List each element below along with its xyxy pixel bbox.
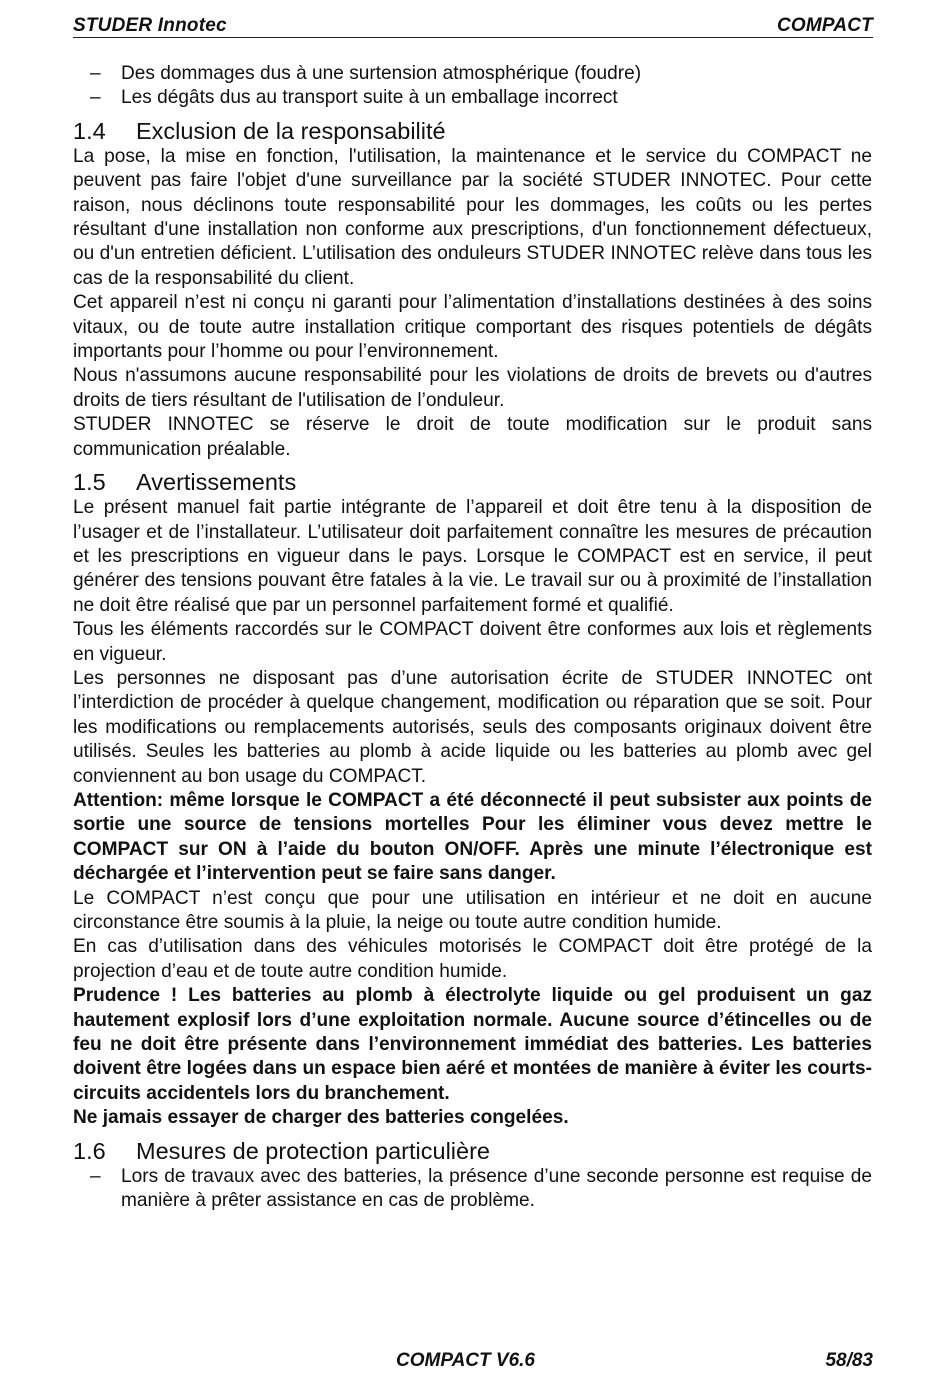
section-heading-1-5: 1.5 Avertissements xyxy=(73,469,297,496)
dash-bullet: – xyxy=(90,87,101,109)
footer-document: COMPACT V6.6 xyxy=(396,1350,536,1371)
page-header xyxy=(73,14,873,38)
list-item: – Lors de travaux avec des batteries, la présence d’une seconde personne est requise de manière à prêter assistance en cas de problème. xyxy=(90,1165,872,1212)
warning-paragraph: Ne jamais essayer de charger des batteries congelées. xyxy=(73,1107,569,1129)
paragraph: Le COMPACT n’est conçu que pour une utilisation en intérieur et ne doit en aucune circonstance être soumis à la pluie, la neige ou toute autre condition humide. xyxy=(73,887,872,933)
paragraph: Nous n'assumons aucune responsabilité pour les violations de droits de brevets ou d'autres droits de tiers résultant de l'utilisation de l’onduleur. xyxy=(73,365,872,411)
page-footer xyxy=(73,1350,873,1374)
section-heading-1-6: 1.6 Mesures de protection particulière xyxy=(73,1137,490,1164)
page-number: 58/83 xyxy=(825,1350,873,1371)
paragraph: En cas d’utilisation dans des véhicules motorisés le COMPACT doit être protégé de la projection d’eau et de toute autre condition humide. xyxy=(73,936,872,982)
warning-paragraph: Prudence ! Les batteries au plomb à électrolyte liquide ou gel produisent un gaz hautement explosif lors d’une exploitation normale. Aucune source d’étincelles ou de feu ne doit être présente dans l’environnement immédiat des batteries. Les batteries doivent être logées dans un espace bien aéré et montées de manière à éviter les courts-circuits accidentels lors du branchement. xyxy=(73,985,872,1104)
paragraph: La pose, la mise en fonction, l'utilisation, la maintenance et le service du COMPACT ne peuvent pas faire l'objet d'une surveillance par la société STUDER INNOTEC. Pour cette raison, nous déclinons toute responsabilité pour les dommages, les coûts ou les pertes résultant d'une installation non conforme aux prescriptions, d'un fonctionnement défectueux, ou d'un entretien déficient. L’utilisation des onduleurs STUDER INNOTEC relève dans tous les cas de la responsabilité du client. xyxy=(73,145,872,289)
intro-list xyxy=(73,62,872,111)
header-company: STUDER Innotec xyxy=(73,15,227,36)
paragraph: STUDER INNOTEC se réserve le droit de toute modification sur le produit sans communication préalable. xyxy=(73,414,872,460)
protection-list xyxy=(73,1165,872,1214)
header-product: COMPACT xyxy=(776,15,873,36)
list-item: – Les dégâts dus au transport suite à un emballage incorrect xyxy=(73,86,872,110)
paragraph: Tous les éléments raccordés sur le COMPACT doivent être conformes aux lois et règlements en vigueur. xyxy=(73,619,872,665)
dash-bullet: – xyxy=(90,1165,101,1187)
paragraph: Le présent manuel fait partie intégrante de l’appareil et doit être tenu à la disposition de l’usager et de l’installateur. L’utilisateur doit parfaitement connaître les mesures de précaution et les prescriptions en vigueur dans le pays. Lorsque le COMPACT est en service, il peut générer des tensions pouvant être fatales à la vie. Le travail sur ou à proximité de l’installation ne doit être réalisé que par un personnel parfaitement formé et qualifié. xyxy=(73,497,872,616)
paragraph: Cet appareil n’est ni conçu ni garanti pour l’alimentation d’installations destinées à des soins vitaux, ou de toute autre installation critique comportant des risques potentiels de dégâts importants pour l’homme ou pour l’environnement. xyxy=(73,292,872,363)
paragraph: Les personnes ne disposant pas d’une autorisation écrite de STUDER INNOTEC ont l’interdiction de procéder à quelque changement, modification ou réparation que se soit. Pour les modifications ou remplacements autorisés, seuls des composants originaux doivent être utilisés. Seules les batteries au plomb à acide liquide ou les batteries au plomb avec gel conviennent au bon usage du COMPACT. xyxy=(73,667,872,787)
dash-bullet: – xyxy=(90,63,101,84)
warning-paragraph: Attention: même lorsque le COMPACT a été déconnecté il peut subsister aux points de sortie une source de tensions mortelles Pour les éliminer vous devez mettre le COMPACT sur ON à l’aide du bouton ON/OFF. Après une minute l’électronique est déchargée et l’intervention peut se faire sans danger. xyxy=(73,789,872,885)
section-heading-1-4: 1.4 Exclusion de la responsabilité xyxy=(73,117,446,144)
page-content xyxy=(73,62,872,1213)
list-item: – Des dommages dus à une surtension atmosphérique (foudre) xyxy=(73,62,872,86)
